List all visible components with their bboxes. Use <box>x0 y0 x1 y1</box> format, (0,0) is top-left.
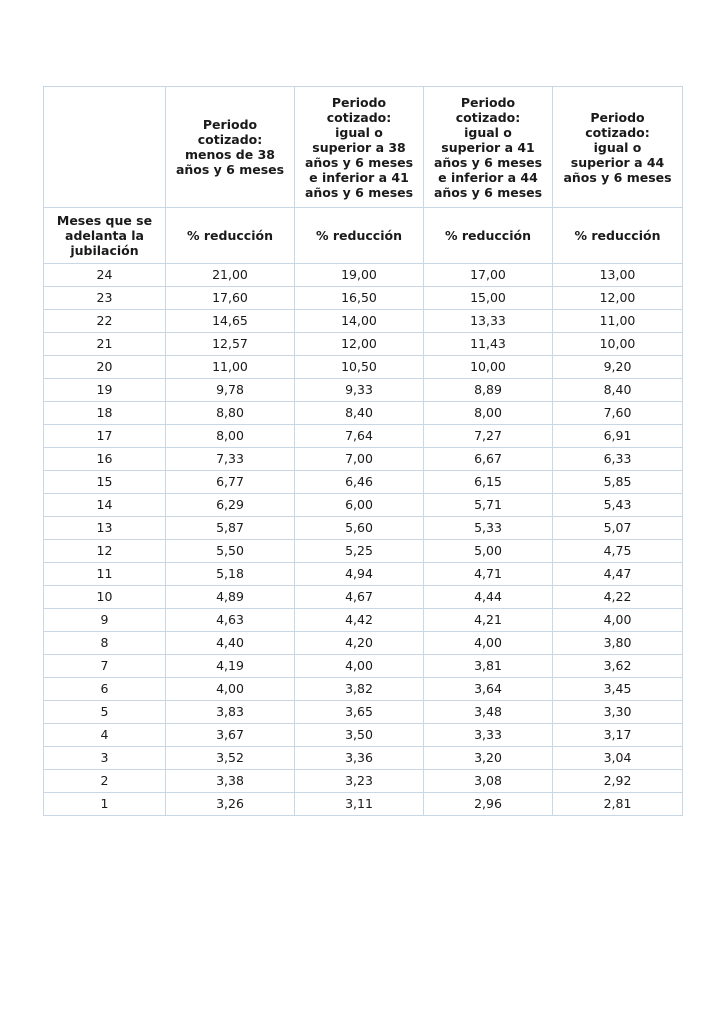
months-cell: 19 <box>44 379 166 402</box>
reduction-cell: 13,33 <box>424 310 553 333</box>
reduction-cell: 9,33 <box>295 379 424 402</box>
reduction-cell: 13,00 <box>553 264 683 287</box>
reduction-cell: 6,29 <box>166 494 295 517</box>
reduction-cell: 5,18 <box>166 563 295 586</box>
table-row <box>44 609 683 632</box>
subheader-reduction-4: % reducción <box>553 208 683 264</box>
months-cell: 6 <box>44 678 166 701</box>
reduction-cell: 7,27 <box>424 425 553 448</box>
reduction-cell: 4,00 <box>424 632 553 655</box>
subheader-line: Meses que se <box>56 213 153 228</box>
header-line: años y 6 meses <box>304 184 414 200</box>
header-line: menos de 38 <box>185 147 275 162</box>
reduction-cell: 3,17 <box>553 724 683 747</box>
months-cell: 23 <box>44 287 166 310</box>
reduction-cell: 7,64 <box>295 425 424 448</box>
header-cell-period-2 <box>295 87 424 208</box>
reduction-cell: 8,00 <box>424 402 553 425</box>
reduction-cell: 3,33 <box>424 724 553 747</box>
header-line: Periodo <box>460 94 516 110</box>
months-cell: 13 <box>44 517 166 540</box>
reduction-cell: 7,00 <box>295 448 424 471</box>
header-cell-period-4 <box>553 87 683 208</box>
reduction-cell: 6,91 <box>553 425 683 448</box>
header-line: superior a 38 <box>312 139 406 155</box>
reduction-cell: 4,67 <box>295 586 424 609</box>
months-cell: 22 <box>44 310 166 333</box>
months-cell: 21 <box>44 333 166 356</box>
reduction-cell: 11,00 <box>553 310 683 333</box>
reduction-cell: 6,33 <box>553 448 683 471</box>
reduction-cell: 5,50 <box>166 540 295 563</box>
months-cell: 14 <box>44 494 166 517</box>
reduction-cell: 5,43 <box>553 494 683 517</box>
reduction-cell: 19,00 <box>295 264 424 287</box>
reduction-cell: 3,50 <box>295 724 424 747</box>
reduction-cell: 4,94 <box>295 563 424 586</box>
reduction-cell: 3,83 <box>166 701 295 724</box>
months-cell: 16 <box>44 448 166 471</box>
reduction-cell: 3,08 <box>424 770 553 793</box>
table-row <box>44 632 683 655</box>
table-row <box>44 356 683 379</box>
header-line: e inferior a 44 <box>438 169 538 185</box>
reduction-cell: 4,42 <box>295 609 424 632</box>
subheader-reduction-2: % reducción <box>295 208 424 264</box>
reduction-table <box>43 86 683 816</box>
reduction-cell: 14,65 <box>166 310 295 333</box>
months-cell: 24 <box>44 264 166 287</box>
reduction-cell: 6,00 <box>295 494 424 517</box>
header-line: Periodo <box>202 117 258 132</box>
table-row <box>44 425 683 448</box>
table-row <box>44 333 683 356</box>
months-cell: 7 <box>44 655 166 678</box>
reduction-cell: 3,82 <box>295 678 424 701</box>
header-line: años y 6 meses <box>304 154 414 170</box>
reduction-cell: 3,64 <box>424 678 553 701</box>
header-line: cotizado: <box>455 109 521 125</box>
table-row <box>44 448 683 471</box>
months-cell: 4 <box>44 724 166 747</box>
reduction-cell: 6,46 <box>295 471 424 494</box>
reduction-cell: 6,77 <box>166 471 295 494</box>
reduction-cell: 3,65 <box>295 701 424 724</box>
reduction-cell: 12,00 <box>553 287 683 310</box>
reduction-cell: 3,48 <box>424 701 553 724</box>
table-row <box>44 747 683 770</box>
table-row <box>44 563 683 586</box>
reduction-cell: 4,40 <box>166 632 295 655</box>
reduction-cell: 4,20 <box>295 632 424 655</box>
header-line: igual o <box>464 124 512 140</box>
reduction-cell: 3,11 <box>295 793 424 816</box>
subheader-line: jubilación <box>70 243 139 258</box>
reduction-cell: 8,80 <box>166 402 295 425</box>
table-body <box>44 264 683 816</box>
header-line: años y 6 meses <box>563 169 672 185</box>
header-line: años y 6 meses <box>433 154 543 170</box>
header-line: cotizado: <box>326 109 392 125</box>
reduction-cell: 21,00 <box>166 264 295 287</box>
reduction-cell: 4,21 <box>424 609 553 632</box>
reduction-cell: 2,96 <box>424 793 553 816</box>
reduction-cell: 2,92 <box>553 770 683 793</box>
months-cell: 8 <box>44 632 166 655</box>
table-row <box>44 724 683 747</box>
reduction-cell: 4,00 <box>295 655 424 678</box>
reduction-cell: 3,67 <box>166 724 295 747</box>
table-row <box>44 793 683 816</box>
months-cell: 12 <box>44 540 166 563</box>
header-cell-period-1 <box>166 87 295 208</box>
reduction-cell: 5,00 <box>424 540 553 563</box>
reduction-cell: 8,89 <box>424 379 553 402</box>
reduction-cell: 5,71 <box>424 494 553 517</box>
subheader-reduction-3: % reducción <box>424 208 553 264</box>
table-row <box>44 402 683 425</box>
reduction-cell: 10,50 <box>295 356 424 379</box>
reduction-cell: 4,75 <box>553 540 683 563</box>
reduction-cell: 9,78 <box>166 379 295 402</box>
months-cell: 18 <box>44 402 166 425</box>
reduction-cell: 10,00 <box>553 333 683 356</box>
months-cell: 5 <box>44 701 166 724</box>
header-line: igual o <box>593 139 642 155</box>
months-cell: 2 <box>44 770 166 793</box>
months-cell: 9 <box>44 609 166 632</box>
reduction-cell: 3,45 <box>553 678 683 701</box>
table-row <box>44 586 683 609</box>
reduction-cell: 4,89 <box>166 586 295 609</box>
reduction-cell: 5,87 <box>166 517 295 540</box>
reduction-cell: 17,00 <box>424 264 553 287</box>
reduction-cell: 5,60 <box>295 517 424 540</box>
table-row <box>44 379 683 402</box>
header-line: igual o <box>335 124 383 140</box>
subheader-reduction-1: % reducción <box>166 208 295 264</box>
reduction-cell: 3,52 <box>166 747 295 770</box>
reduction-cell: 8,40 <box>295 402 424 425</box>
reduction-cell: 5,85 <box>553 471 683 494</box>
reduction-cell: 4,22 <box>553 586 683 609</box>
reduction-cell: 4,71 <box>424 563 553 586</box>
months-cell: 15 <box>44 471 166 494</box>
table-row <box>44 701 683 724</box>
reduction-cell: 2,81 <box>553 793 683 816</box>
table-row <box>44 517 683 540</box>
reduction-cell: 3,26 <box>166 793 295 816</box>
reduction-cell: 5,25 <box>295 540 424 563</box>
reduction-cell: 12,57 <box>166 333 295 356</box>
header-cell-period-3 <box>424 87 553 208</box>
header-line: Periodo <box>331 94 387 110</box>
reduction-cell: 3,81 <box>424 655 553 678</box>
reduction-cell: 3,80 <box>553 632 683 655</box>
reduction-cell: 9,20 <box>553 356 683 379</box>
reduction-cell: 11,00 <box>166 356 295 379</box>
reduction-cell: 3,20 <box>424 747 553 770</box>
reduction-cell: 17,60 <box>166 287 295 310</box>
reduction-cell: 6,67 <box>424 448 553 471</box>
subheader-months <box>44 208 166 264</box>
table-row <box>44 471 683 494</box>
reduction-cell: 3,04 <box>553 747 683 770</box>
reduction-cell: 3,23 <box>295 770 424 793</box>
reduction-cell: 7,33 <box>166 448 295 471</box>
header-line: superior a 44 <box>570 154 665 170</box>
reduction-cell: 10,00 <box>424 356 553 379</box>
months-cell: 3 <box>44 747 166 770</box>
subheader-line: adelanta la <box>65 228 144 243</box>
table-row <box>44 494 683 517</box>
reduction-cell: 15,00 <box>424 287 553 310</box>
table-row <box>44 655 683 678</box>
reduction-cell: 5,33 <box>424 517 553 540</box>
header-cell-empty <box>44 87 166 208</box>
reduction-cell: 6,15 <box>424 471 553 494</box>
reduction-cell: 5,07 <box>553 517 683 540</box>
months-cell: 17 <box>44 425 166 448</box>
reduction-cell: 11,43 <box>424 333 553 356</box>
months-cell: 20 <box>44 356 166 379</box>
reduction-cell: 8,40 <box>553 379 683 402</box>
table-row <box>44 310 683 333</box>
header-line: e inferior a 41 <box>309 169 409 185</box>
header-line: años y 6 meses <box>175 162 285 177</box>
reduction-cell: 8,00 <box>166 425 295 448</box>
reduction-cell: 7,60 <box>553 402 683 425</box>
header-line: cotizado: <box>585 124 650 140</box>
table-row <box>44 540 683 563</box>
reduction-cell: 16,50 <box>295 287 424 310</box>
table-row <box>44 287 683 310</box>
reduction-cell: 14,00 <box>295 310 424 333</box>
reduction-cell: 12,00 <box>295 333 424 356</box>
header-line: años y 6 meses <box>433 184 543 200</box>
reduction-cell: 4,00 <box>166 678 295 701</box>
table-row <box>44 770 683 793</box>
months-cell: 1 <box>44 793 166 816</box>
header-line: cotizado: <box>197 132 263 147</box>
reduction-cell: 3,36 <box>295 747 424 770</box>
reduction-cell: 4,47 <box>553 563 683 586</box>
table-row <box>44 264 683 287</box>
reduction-cell: 4,44 <box>424 586 553 609</box>
subheader-row <box>44 208 683 264</box>
reduction-cell: 4,00 <box>553 609 683 632</box>
reduction-cell: 3,62 <box>553 655 683 678</box>
table-row <box>44 678 683 701</box>
header-line: superior a 41 <box>441 139 535 155</box>
reduction-cell: 4,63 <box>166 609 295 632</box>
reduction-cell: 3,38 <box>166 770 295 793</box>
reduction-cell: 3,30 <box>553 701 683 724</box>
reduction-cell: 4,19 <box>166 655 295 678</box>
months-cell: 10 <box>44 586 166 609</box>
header-line: Periodo <box>590 109 645 125</box>
months-cell: 11 <box>44 563 166 586</box>
header-row <box>44 87 683 208</box>
